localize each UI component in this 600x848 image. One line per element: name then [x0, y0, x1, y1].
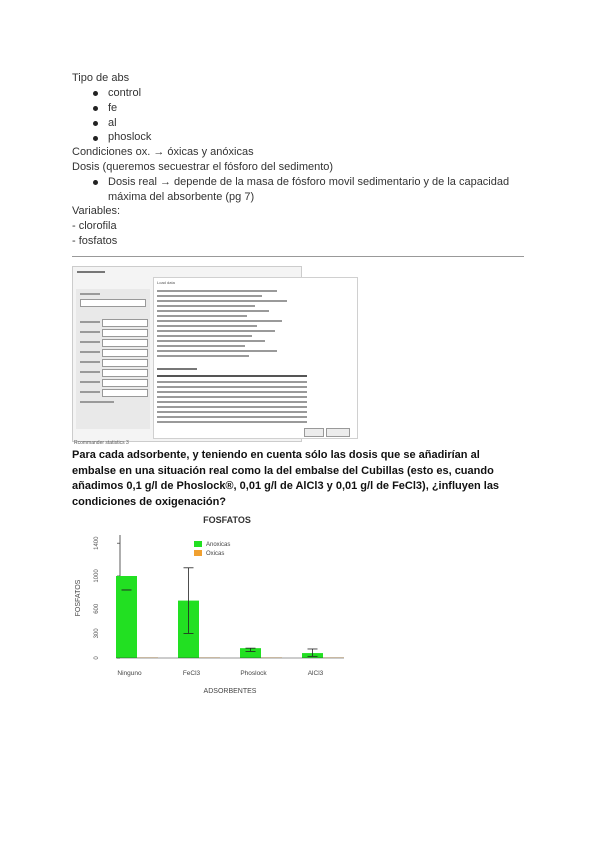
- y-tick-label: 600: [94, 603, 100, 614]
- bullet-icon: [93, 180, 98, 185]
- name-field[interactable]: [80, 299, 146, 307]
- dosis-item-line2: máxima del absorbente (pg 7): [108, 191, 255, 203]
- x-tick-label: Phoslock: [240, 670, 267, 677]
- y-tick-label: 1000: [94, 569, 100, 583]
- option-field[interactable]: [102, 329, 148, 337]
- x-tick-label: FeCl3: [182, 670, 201, 677]
- x-labels: [117, 670, 323, 677]
- dosis-line: Dosis (queremos secuestrar el fósforo del sedimento): [72, 161, 334, 173]
- option-field[interactable]: [102, 359, 148, 367]
- fosfatos-chart: [72, 510, 372, 705]
- tipo-item-al: al: [108, 117, 117, 129]
- bar-anoxicas: [116, 576, 137, 658]
- data-preview-panel: [153, 277, 358, 439]
- tipo-item-phoslock: phoslock: [108, 131, 152, 143]
- legend-label-anoxicas: Anoxicas: [206, 542, 231, 548]
- x-tick-label: AlCl3: [307, 670, 324, 677]
- y-axis-label: FOSFATOS: [75, 579, 82, 617]
- window-title-placeholder: [77, 271, 105, 273]
- ok-button[interactable]: [304, 428, 324, 437]
- question-text: Para cada adsorbente, y teniendo en cuenta sólo las dosis que se añadirían al embalse en una situación real como la del embalse del Cubillas (esto es, cuando añadimos 0,1 g/l de Phoslock®, 0,01 g/l de AlCl3 y 0,01 g/l de FeCl3), ¿influyen las condiciones de oxigenación?: [72, 449, 500, 508]
- condiciones-line: Condiciones ox. → óxicas y anóxicas: [72, 146, 254, 158]
- cancel-button[interactable]: [326, 428, 350, 437]
- embedded-screenshot: [72, 266, 302, 442]
- x-axis-label: ADSORBENTES: [203, 688, 257, 695]
- variable-fosfatos: - fosfatos: [72, 235, 118, 247]
- dosis-item-line1: Dosis real → depende de la masa de fósforo movil sedimentario y de la capacidad: [108, 176, 510, 188]
- option-field[interactable]: [102, 349, 148, 357]
- legend-swatch-anoxicas: [194, 541, 202, 547]
- option-field[interactable]: [102, 369, 148, 377]
- divider: [72, 256, 524, 257]
- x-tick-label: Ninguno: [117, 670, 142, 677]
- legend-label-oxicas: Oxicas: [206, 551, 225, 557]
- variables-heading: Variables:: [72, 205, 121, 217]
- option-field[interactable]: [102, 379, 148, 387]
- y-tick-label: 0: [94, 656, 100, 660]
- screenshot-caption: Rcommander statistics 3: [74, 440, 129, 446]
- bullet-icon: [93, 136, 98, 141]
- option-field[interactable]: [102, 319, 148, 327]
- chart-title: FOSFATOS: [203, 515, 251, 525]
- legend-swatch-oxicas: [194, 550, 202, 556]
- tipo-heading: Tipo de abs: [72, 72, 130, 84]
- tipo-item-control: control: [108, 87, 142, 99]
- bullet-icon: [93, 91, 98, 96]
- tipo-item-fe: fe: [108, 102, 118, 114]
- option-field[interactable]: [102, 339, 148, 347]
- y-tick-label: 300: [94, 628, 100, 639]
- bars: [116, 568, 344, 658]
- y-tick-label: 1400: [94, 536, 100, 550]
- panel-title: Load data: [157, 280, 175, 285]
- option-field[interactable]: [102, 389, 148, 397]
- bullet-icon: [93, 106, 98, 111]
- dialog-options-panel: [76, 289, 150, 429]
- bullet-icon: [93, 121, 98, 126]
- variable-clorofila: - clorofila: [72, 220, 117, 232]
